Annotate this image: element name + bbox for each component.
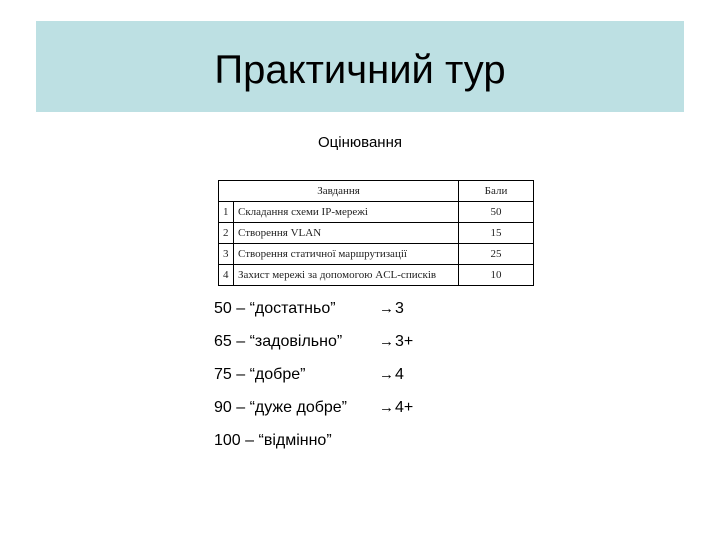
table-row bbox=[219, 223, 534, 244]
arrow-right-icon: → bbox=[379, 366, 394, 383]
row-score: 25 bbox=[459, 244, 534, 265]
slide-title: Практичний тур bbox=[214, 48, 506, 92]
arrow-right-icon: → bbox=[379, 300, 394, 317]
grade-line bbox=[214, 331, 414, 353]
slide-subtitle: Оцінювання bbox=[318, 134, 402, 151]
row-number: 3 bbox=[219, 244, 234, 265]
arrow-right-icon: → bbox=[379, 333, 394, 350]
row-task: Захист мережі за допомогою ACL-списків bbox=[234, 265, 459, 286]
table-row bbox=[219, 244, 534, 265]
tasks-table bbox=[218, 180, 534, 286]
row-task: Створення VLAN bbox=[234, 223, 459, 244]
table-row bbox=[219, 265, 534, 286]
row-task: Складання схеми IP-мережі bbox=[234, 202, 459, 223]
row-score: 15 bbox=[459, 223, 534, 244]
table-header-row bbox=[219, 181, 534, 202]
grade-threshold: 100 – “відмінно” bbox=[214, 432, 332, 449]
grade-line bbox=[214, 397, 414, 419]
grade-line bbox=[214, 298, 404, 320]
row-task: Створення статичної маршрутизації bbox=[234, 244, 459, 265]
grade-line bbox=[214, 430, 332, 452]
grade-mark: 4 bbox=[395, 366, 404, 383]
grade-mark: 4+ bbox=[395, 399, 414, 416]
grade-threshold: 65 – “задовільно” bbox=[214, 333, 343, 350]
arrow-right-icon: → bbox=[379, 399, 394, 416]
row-number: 1 bbox=[219, 202, 234, 223]
grade-threshold: 50 – “достатньо” bbox=[214, 300, 336, 317]
table-row bbox=[219, 202, 534, 223]
row-score: 50 bbox=[459, 202, 534, 223]
grade-line bbox=[214, 364, 404, 386]
grade-mark: 3 bbox=[395, 300, 404, 317]
row-score: 10 bbox=[459, 265, 534, 286]
grade-mark: 3+ bbox=[395, 333, 414, 350]
grade-threshold: 75 – “добре” bbox=[214, 366, 306, 383]
row-number: 2 bbox=[219, 223, 234, 244]
header-task: Завдання bbox=[219, 181, 459, 202]
grade-threshold: 90 – “дуже добре” bbox=[214, 399, 347, 416]
row-number: 4 bbox=[219, 265, 234, 286]
header-score: Бали bbox=[459, 181, 534, 202]
